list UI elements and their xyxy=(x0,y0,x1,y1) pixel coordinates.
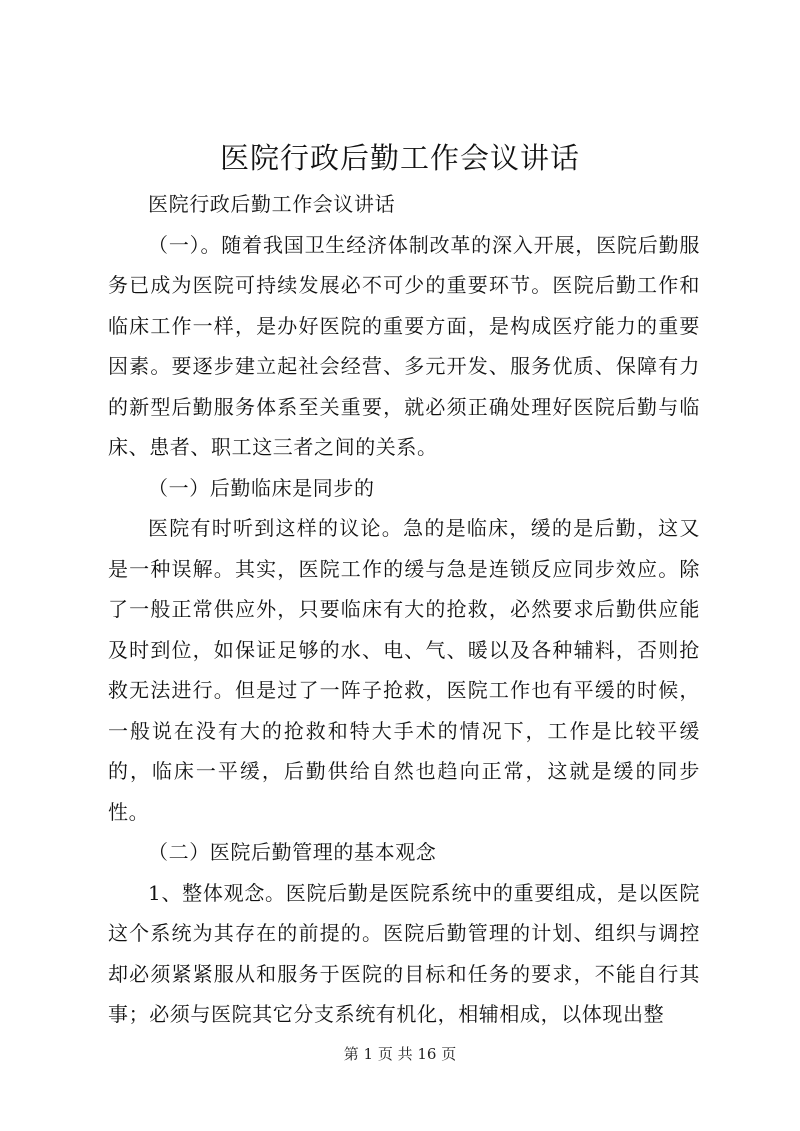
paragraph-section-1: 医院有时听到这样的议论。急的是临床，缓的是后勤，这又是一种误解。其实，医院工作的缓与急是连锁反应同步效应。除了一般正常供应外，只要临床有大的抢救，必然要求后勤供应能及时到位，如保证足够的水、电、气、暖以及各种辅料，否则抢救无法进行。但是过了一阵子抢救，医院工作也有平缓的时候，一般说在没有大的抢救和特大手术的情况下，工作是比较平缓的，临床一平缓，后勤供给自然也趋向正常，这就是缓的同步性。 xyxy=(108,516,700,824)
page-number-footer: 第 1 页 共 16 页 xyxy=(343,1045,457,1063)
paragraph-subtitle: 医院行政后勤工作会议讲话 xyxy=(148,192,396,216)
document-body xyxy=(108,184,700,1035)
section-heading-1: （一）后勤临床是同步的 xyxy=(148,475,375,500)
section-heading-2: （二）医院后勤管理的基本观念 xyxy=(148,840,437,864)
paragraph-section-2: 1、整体观念。医院后勤是医院系统中的重要组成，是以医院这个系统为其存在的前提的。医院后勤管理的计划、组织与调控却必须紧紧服从和服务于医院的目标和任务的要求，不能自行其事；必须与医院其它分支系统有机化，相辅相成，以体现出整 xyxy=(108,880,700,1026)
document-title: 医院行政后勤工作会议讲话 xyxy=(219,141,580,175)
paragraph-intro: （一）。随着我国卫生经济体制改革的深入开展，医院后勤服务已成为医院可持续发展必不可少的重要环节。医院后勤工作和临床工作一样，是办好医院的重要方面，是构成医疗能力的重要因素。要逐步建立起社会经营、多元开发、服务优质、保障有力的新型后勤服务体系至关重要，就必须正确处理好医院后勤与临床、患者、职工这三者之间的关系。 xyxy=(108,232,700,459)
